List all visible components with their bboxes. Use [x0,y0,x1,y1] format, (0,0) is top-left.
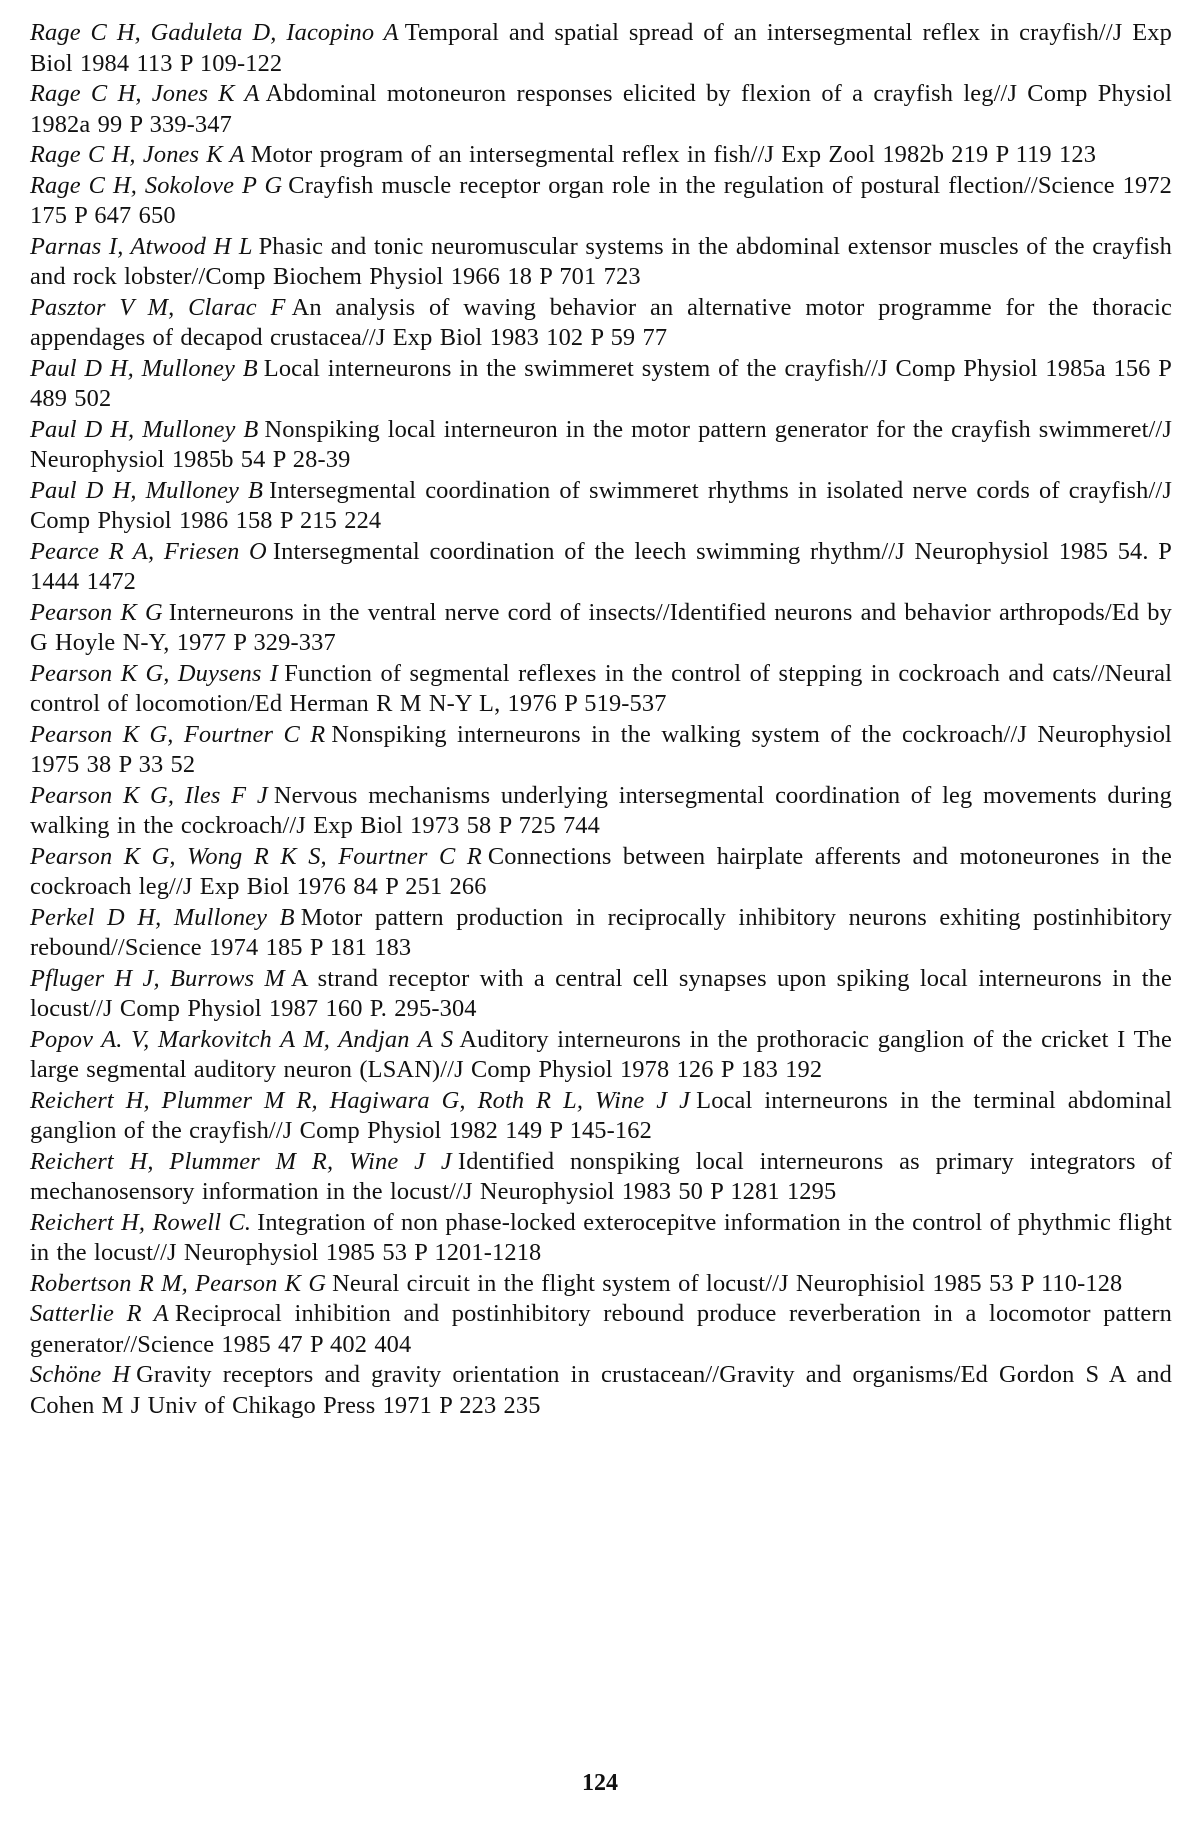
reference-text: Abdominal motoneuron responses elicited by flexion of a crayfish leg//J Comp Physiol 1982a 99 P 339-347 [30,80,1172,138]
reference-authors: Paul D H, Mulloney B [30,354,258,382]
reference-authors: Reichert H, Rowell C. [30,1208,252,1236]
reference-entry [30,476,1172,537]
reference-authors: Pearson K G, Fourtner C R [30,720,326,748]
reference-entry [30,659,1172,720]
reference-text: Reciprocal inhibition and postinhibitory rebound produce reverberation in a locomotor pattern generator//Science 1985 47 P 402 404 [30,1300,1172,1358]
reference-text: Connections between hairplate afferents and motoneurones in the cockroach leg//J Exp Biol 1976 84 P 251 266 [30,842,1172,900]
reference-entry [30,1086,1172,1147]
reference-authors: Pearson K G, Iles F J [30,781,268,809]
reference-entry [30,1208,1172,1269]
reference-text: Motor pattern production in reciprocally inhibitory neurons exhiting postinhibitory rebound//Science 1974 185 P 181 183 [30,903,1173,961]
reference-text: Gravity receptors and gravity orientation in crustacean//Gravity and organisms/Ed Gordon S A and Cohen M J Univ of Chikago Press 1971 P 223 235 [30,1361,1172,1419]
reference-authors: Pearson K G, Wong R K S, Fourtner C R [30,842,482,870]
reference-authors: Reichert H, Plummer M R, Wine J J [30,1147,452,1175]
reference-authors: Pfluger H J, Burrows M [30,964,285,992]
reference-authors: Pearson K G, Duysens I [30,659,279,687]
reference-authors: Rage C H, Jones K A [30,141,245,168]
reference-entry [30,171,1172,232]
reference-text: Phasic and tonic neuromuscular systems in the abdominal extensor muscles of the crayfish and rock lobster//Comp Biochem Physiol 1966 18 P 701 723 [30,232,1172,290]
reference-text: Nervous mechanisms underlying intersegmental coordination of leg movements during walking in the cockroach//J Exp Biol 1973 58 P 725 744 [30,781,1173,839]
reference-entry [30,1299,1172,1360]
reference-entry [30,18,1172,79]
reference-authors: Rage C H, Jones K A [30,80,260,107]
reference-page [30,18,1172,1421]
reference-text: Auditory interneurons in the prothoracic ganglion of the cricket I The large segmental auditory neuron (LSAN)//J Comp Physiol 1978 126 P 183 192 [30,1025,1172,1083]
reference-text: Function of segmental reflexes in the control of stepping in cockroach and cats//Neural control of locomotion/Ed Herman R M N-Y L, 1976 P 519-537 [30,659,1172,717]
reference-authors: Popov A. V, Markovitch A M, Andjan A S [30,1025,454,1053]
reference-text: Nonspiking local interneuron in the motor pattern generator for the crayfish swimmeret//J Neurophysiol 1985b 54 P 28-39 [30,415,1172,473]
reference-authors: Reichert H, Plummer M R, Hagiwara G, Roth R L, Wine J J [30,1086,691,1114]
reference-entry [30,293,1172,354]
reference-entry [30,1360,1172,1421]
reference-authors: Pasztor V M, Clarac F [30,293,286,321]
reference-text: A strand receptor with a central cell synapses upon spiking local interneurons in the locust//J Comp Physiol 1987 160 P. 295-304 [30,964,1172,1022]
reference-entry [30,1269,1172,1300]
reference-authors: Rage C H, Gaduleta D, Iacopino A [30,19,399,46]
reference-authors: Satterlie R A [30,1300,169,1327]
reference-text: Integration of non phase-locked exterocepitve information in the control of phythmic flight in the locust//J Neurophysiol 1985 53 P 1201-1218 [30,1208,1172,1266]
reference-text: Crayfish muscle receptor organ role in the regulation of postural flection//Science 1972 175 P 647 650 [30,171,1172,229]
reference-text: Intersegmental coordination of swimmeret rhythms in isolated nerve cords of crayfish//J Comp Physiol 1986 158 P 215 224 [30,476,1172,534]
reference-text: An analysis of waving behavior an alternative motor programme for the thoracic appendages of decapod crustacea//J Exp Biol 1983 102 P 59 77 [30,293,1172,351]
reference-entry [30,140,1172,171]
reference-text: Local interneurons in the terminal abdominal ganglion of the crayfish//J Comp Physiol 1982 149 P 145-162 [30,1086,1173,1144]
reference-authors: Parnas I, Atwood H L [30,232,253,260]
reference-entry [30,415,1172,476]
reference-entry [30,903,1172,964]
reference-entry [30,354,1172,415]
reference-text: Identified nonspiking local interneurons as primary integrators of mechanosensory information in the locust//J Neurophysiol 1983 50 P 1281 1295 [30,1147,1172,1205]
reference-authors: Schöne H [30,1361,131,1388]
reference-text: Temporal and spatial spread of an intersegmental reflex in crayfish//J Exp Biol 1984 113 P 109-122 [30,19,1172,77]
reference-text: Intersegmental coordination of the leech swimming rhythm//J Neurophysiol 1985 54. P 1444 1472 [30,537,1172,595]
page-number: 124 [582,1770,618,1796]
reference-authors: Pearce R A, Friesen O [30,537,267,565]
reference-entry [30,79,1172,140]
reference-text: Local interneurons in the swimmeret system of the crayfish//J Comp Physiol 1985a 156 P 489 502 [30,354,1172,412]
reference-authors: Robertson R M, Pearson K G [30,1269,327,1297]
reference-entry [30,1025,1172,1086]
reference-entry [30,1147,1172,1208]
reference-text: Motor program of an intersegmental reflex in fish//J Exp Zool 1982b 219 P 119 123 [250,141,1097,168]
reference-authors: Perkel D H, Mulloney B [30,903,295,931]
reference-authors: Paul D H, Mulloney B [30,415,259,443]
reference-authors: Rage C H, Sokolove P G [30,171,283,199]
reference-text: Interneurons in the ventral nerve cord of insects//Identified neurons and behavior arthropods/Ed by G Hoyle N-Y, 1977 P 329-337 [30,598,1172,656]
reference-authors: Paul D H, Mulloney B [30,476,264,504]
reference-entry [30,598,1172,659]
reference-text: Nonspiking interneurons in the walking system of the cockroach//J Neurophysiol 1975 38 P 33 52 [30,720,1172,778]
reference-list [30,18,1172,1421]
reference-entry [30,537,1172,598]
reference-entry [30,781,1172,842]
reference-entry [30,720,1172,781]
reference-authors: Pearson K G [30,598,163,626]
reference-text: Neural circuit in the flight system of locust//J Neurophisiol 1985 53 P 110-128 [332,1269,1123,1297]
reference-entry [30,964,1172,1025]
reference-entry [30,232,1172,293]
reference-entry [30,842,1172,903]
